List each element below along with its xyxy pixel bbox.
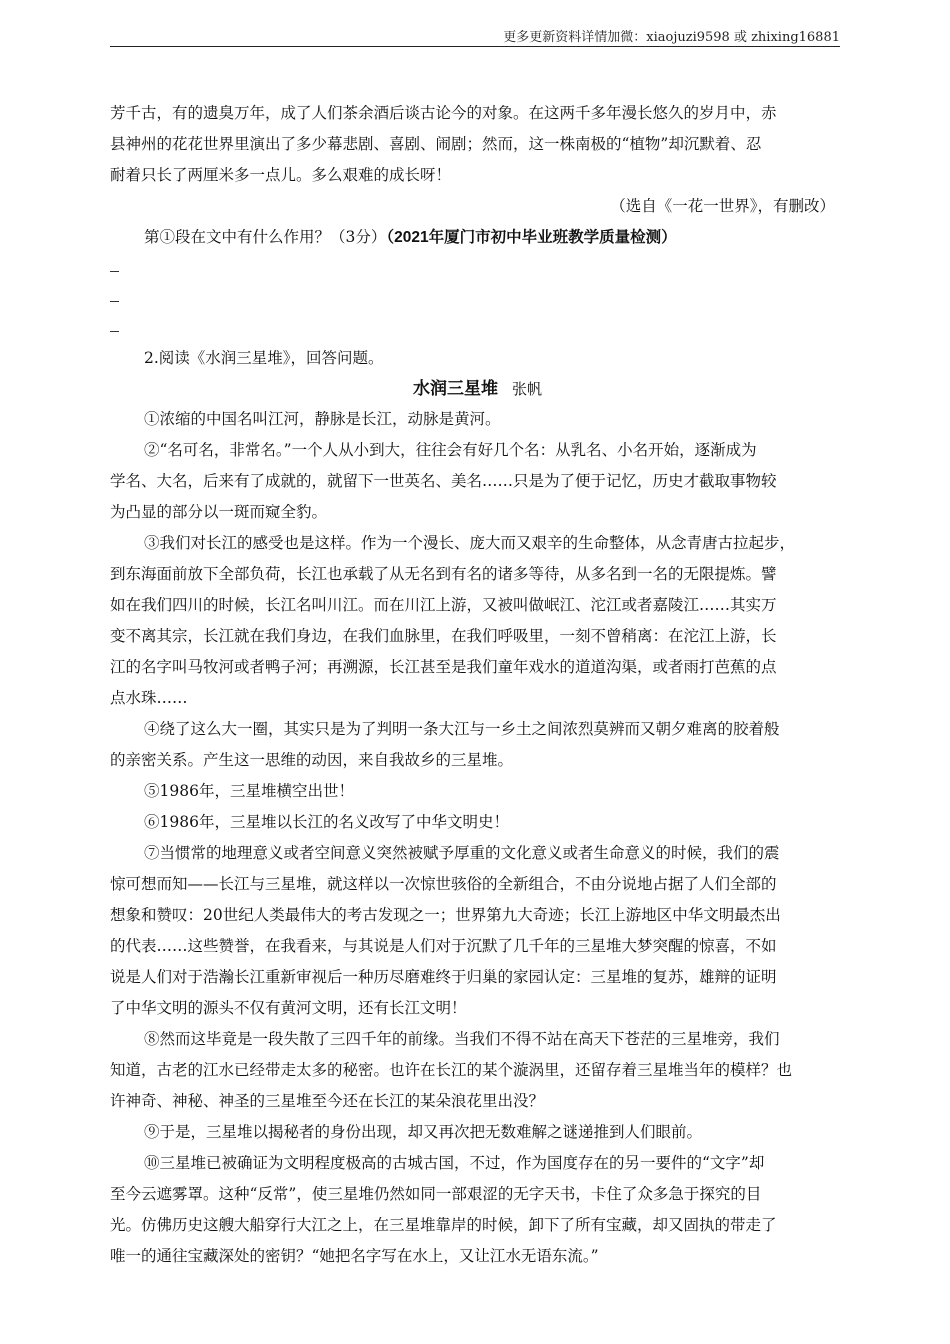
paragraph-line: 至今云遮雾罩。这种“反常”，使三星堆仍然如同一部艰涩的无字天书，卡住了众多急于探究的目 [110,1185,762,1203]
paragraph-line: 为凸显的部分以一斑而窥全豹。 [110,503,328,521]
paragraph-line: 了中华文明的源头不仅有黄河文明，还有长江文明！ [110,999,467,1017]
article-title: 水润三星堆 [412,379,498,398]
paragraph-line: 如在我们四川的时候，长江名叫川江。而在川江上游，又被叫做岷江、沱江或者嘉陵江……其实万 [110,596,777,614]
document-body [110,98,845,1272]
paragraph-line: 学名、大名，后来有了成就的，就留下一世英名、美名……只是为了便于记忆，历史才截取事物较 [110,472,777,490]
paragraph [110,838,845,1024]
text-line: 县神州的花花世界里演出了多少幕悲剧、喜剧、闹剧；然而，这一株南极的“植物”却沉默着、忍 [110,135,762,153]
paragraph-line: 许神奇、神秘、神圣的三星堆至今还在长江的某朵浪花里出没？ [110,1092,545,1110]
paragraph-line: ⑩三星堆已被确证为文明程度极高的古城古国，不过，作为国度存在的另一要件的“文字”却 [144,1154,765,1172]
paragraph-line: 说是人们对于浩瀚长江重新审视后一种历尽磨难终于归巢的家园认定：三星堆的复苏，雄辩的证明 [110,968,777,986]
paragraph-line: 江的名字叫马牧河或者鸭子河；再溯源，长江甚至是我们童年戏水的道道沟渠，或者雨打芭蕉的点 [110,658,777,676]
text-line: 芳千古，有的遗臭万年，成了人们茶余酒后谈古论今的对象。在这两千多年漫长悠久的岁月中，赤 [110,104,777,122]
paragraph-line: ⑦当惯常的地理意义或者空间意义突然被赋予厚重的文化意义或者生命意义的时候，我们的震 [144,844,780,862]
paragraph-line: 变不离其宗，长江就在我们身边，在我们血脉里，在我们呼吸里，一刻不曾稍离：在沱江上游，长 [110,627,777,645]
paragraph-line: 到东海面前放下全部负荷，长江也承载了从无名到有名的诸多等待，从多名到一名的无限提炼。譬 [110,565,777,583]
paragraph-line: ⑥1986年，三星堆以长江的名义改写了中华文明史！ [144,813,509,831]
paragraph-line: ⑤1986年，三星堆横空出世！ [144,782,354,800]
paragraph-line: ⑨于是，三星堆以揭秘者的身份出现，却又再次把无数难解之谜递推到人们眼前。 [144,1123,703,1141]
paragraph [110,776,845,807]
paragraph-line: 想象和赞叹：20世纪人类最伟大的考古发现之一；世界第九大奇迹；长江上游地区中华文明最杰出 [110,906,781,924]
source-citation: （选自《一花一世界》，有删改） [610,197,835,215]
paragraph-line: 知道，古老的江水已经带走太多的秘密。也许在长江的某个漩涡里，还留存着三星堆当年的模样？也 [110,1061,793,1079]
paragraph-line: ②“名可名，非常名。”一个人从小到大，往往会有好几个名：从乳名、小名开始，逐渐成为 [144,441,757,459]
paragraph-line: 惊可想而知——长江与三星堆，就这样以一次惊世骇俗的全新组合，不由分说地占据了人们全部的 [110,875,777,893]
paragraph-line: 点水珠…… [110,689,188,707]
answer-line[interactable] [110,313,845,343]
paragraph [110,1148,845,1272]
paragraph-line: ④绕了这么大一圈，其实只是为了判明一条大江与一乡土之间浓烈莫辨而又朝夕难离的胶着般 [144,720,780,738]
paragraph-line: 的亲密关系。产生这一思维的动因，来自我故乡的三星堆。 [110,751,514,769]
paragraph-line: 光。仿佛历史这艘大船穿行大江之上，在三星堆靠岸的时候，卸下了所有宝藏，却又固执的带走了 [110,1216,777,1234]
question-1-exam-source: （2021年厦门市初中毕业班教学质量检测） [386,229,677,246]
paragraph-line: 唯一的通往宝藏深处的密钥？“她把名字写在水上，又让江水无语东流。” [110,1247,599,1265]
paragraph [110,714,845,776]
question-1-text: 第①段在文中有什么作用？（3分） [144,228,387,246]
paragraph [110,1024,845,1117]
paragraph-line: 的代表……这些赞誉，在我看来，与其说是人们对于沉默了几千年的三星堆大梦突醒的惊喜，不如 [110,937,777,955]
paragraph [110,1117,845,1148]
text-line: 耐着只长了两厘米多一点儿。多么艰难的成长呀！ [110,166,452,184]
passage1-tail [110,98,845,191]
article-heading [110,374,845,404]
paragraph [110,528,845,714]
page-header [110,24,840,47]
question-2-intro: 2.阅读《水润三星堆》，回答问题。 [144,349,384,367]
paragraph [110,435,845,528]
paragraph [110,807,845,838]
question-1 [110,222,845,253]
article-author: 张帆 [511,380,542,398]
answer-line[interactable] [110,253,845,283]
paragraph [110,404,845,435]
paragraph-line: ③我们对长江的感受也是这样。作为一个漫长、庞大而又艰辛的生命整体，从念青唐古拉起步， [144,534,796,552]
paragraph-line: ⑧然而这毕竟是一段失散了三四千年的前缘。当我们不得不站在高天下苍茫的三星堆旁，我们 [144,1030,780,1048]
header-contact-text: 更多更新资料详情加微：xiaojuzi9598 或 zhixing16881 [503,30,840,45]
answer-line[interactable] [110,283,845,313]
paragraph-line: ①浓缩的中国名叫江河，静脉是长江，动脉是黄河。 [144,410,501,428]
article-paragraphs [110,404,845,1272]
